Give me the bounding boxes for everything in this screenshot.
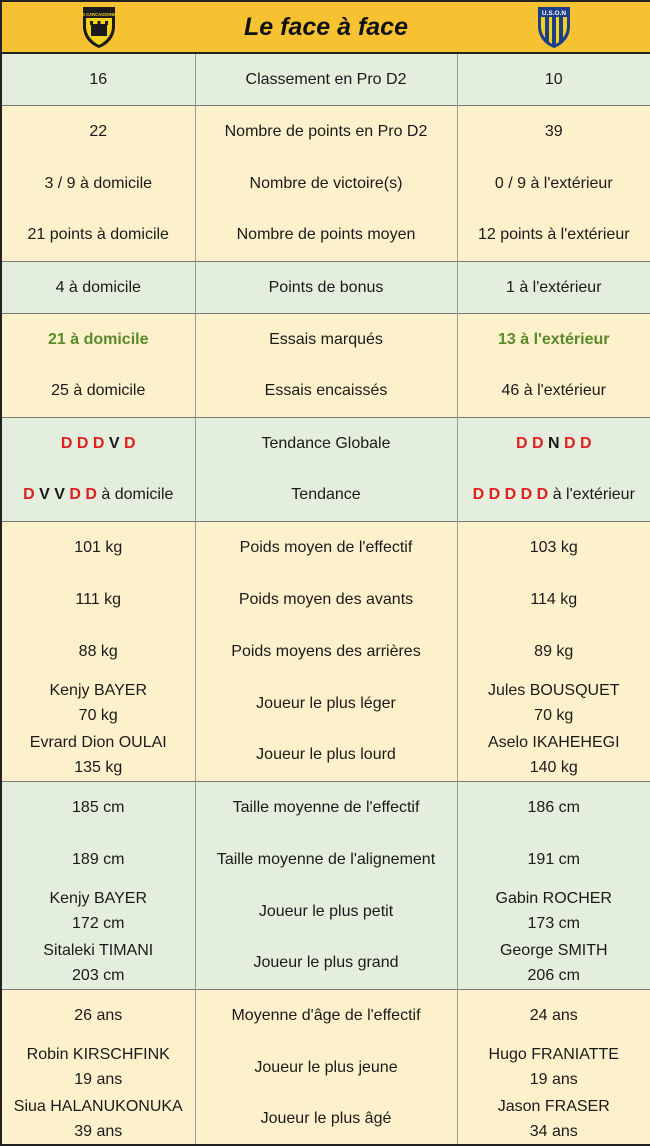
form-result: D [532,435,544,452]
left-value: 88 kg [1,625,195,677]
form-result: V [54,486,65,503]
form-result: D [473,486,485,503]
row-label: Poids moyen des avants [195,573,457,625]
row-label: Nombre de points moyen [195,209,457,261]
left-player [1,1041,195,1093]
row-bonus [1,261,650,313]
row-plus-lourd [1,729,650,781]
row-points [1,105,650,157]
player-value: 39 ans [2,1119,195,1144]
left-value: 4 à domicile [1,261,195,313]
row-label: Joueur le plus petit [195,885,457,937]
right-player [457,937,650,989]
right-player [457,729,650,781]
uson-logo [534,4,574,50]
player-value: 70 kg [458,703,650,728]
form-result: D [124,435,136,452]
form-suffix: à l'extérieur [553,486,635,503]
row-label: Joueur le plus jeune [195,1041,457,1093]
player-name: Siua HALANUKONUKA [2,1094,195,1119]
right-value: 13 à l'extérieur [457,313,650,365]
left-value: 26 ans [1,989,195,1041]
row-classement [1,53,650,105]
player-name: George SMITH [458,938,650,963]
player-value: 172 cm [2,911,195,936]
player-value: 19 ans [2,1067,195,1092]
form-result: D [85,486,97,503]
row-plus-petit [1,885,650,937]
row-label: Joueur le plus léger [195,677,457,729]
left-player [1,937,195,989]
left-form [1,417,195,469]
player-value: 135 kg [2,755,195,780]
left-value: 3 / 9 à domicile [1,157,195,209]
form-result: N [548,435,560,452]
row-label: Taille moyenne de l'alignement [195,833,457,885]
left-player [1,885,195,937]
form-result: D [521,486,533,503]
row-poids-effectif [1,521,650,573]
form-result: D [564,435,576,452]
player-value: 203 cm [2,963,195,988]
row-label: Joueur le plus âgé [195,1093,457,1145]
right-value: 103 kg [457,521,650,573]
row-poids-arrieres [1,625,650,677]
row-label: Taille moyenne de l'effectif [195,781,457,833]
right-value: 46 à l'extérieur [457,365,650,417]
carcassonne-logo [79,4,119,50]
svg-text:US CARCASSONNE: US CARCASSONNE [79,12,119,17]
form-result: D [93,435,105,452]
left-value: 21 à domicile [1,313,195,365]
right-value: 186 cm [457,781,650,833]
player-name: Hugo FRANIATTE [458,1042,650,1067]
row-label: Tendance [195,469,457,521]
left-value: 189 cm [1,833,195,885]
right-player [457,885,650,937]
row-label: Joueur le plus lourd [195,729,457,781]
right-value: 0 / 9 à l'extérieur [457,157,650,209]
player-name: Kenjy BAYER [2,678,195,703]
left-value: 101 kg [1,521,195,573]
player-value: 70 kg [2,703,195,728]
left-player [1,1093,195,1145]
right-value: 12 points à l'extérieur [457,209,650,261]
left-value: 21 points à domicile [1,209,195,261]
row-tendance [1,469,650,521]
row-taille-alignement [1,833,650,885]
row-label: Nombre de points en Pro D2 [195,105,457,157]
form-result: D [505,486,517,503]
right-value: 1 à l'extérieur [457,261,650,313]
header-row [1,1,650,53]
player-value: 19 ans [458,1067,650,1092]
left-value: 16 [1,53,195,105]
row-plus-age [1,1093,650,1145]
form-result: D [537,486,549,503]
player-name: Evrard Dion OULAI [2,730,195,755]
player-value: 206 cm [458,963,650,988]
player-name: Sitaleki TIMANI [2,938,195,963]
right-team-cell [457,1,650,53]
left-value: 185 cm [1,781,195,833]
right-player [457,1041,650,1093]
row-essais-marques [1,313,650,365]
page-title: Le face à face [195,1,457,53]
row-plus-leger [1,677,650,729]
right-value: 24 ans [457,989,650,1041]
row-poids-avants [1,573,650,625]
svg-text:U.S.O.N: U.S.O.N [541,10,566,17]
right-form [457,417,650,469]
row-points-moyen [1,209,650,261]
player-name: Jason FRASER [458,1094,650,1119]
row-label: Tendance Globale [195,417,457,469]
row-label: Poids moyen de l'effectif [195,521,457,573]
player-name: Robin KIRSCHFINK [2,1042,195,1067]
right-value: 10 [457,53,650,105]
left-form [1,469,195,521]
row-label: Nombre de victoire(s) [195,157,457,209]
form-result: V [39,486,50,503]
right-value: 191 cm [457,833,650,885]
player-name: Aselo IKAHEHEGI [458,730,650,755]
right-value: 114 kg [457,573,650,625]
left-player [1,729,195,781]
form-result: D [23,486,35,503]
row-label: Poids moyens des arrières [195,625,457,677]
row-label: Essais encaissés [195,365,457,417]
right-player [457,677,650,729]
row-plus-jeune [1,1041,650,1093]
player-name: Kenjy BAYER [2,886,195,911]
form-result: D [580,435,592,452]
form-suffix: à domicile [101,486,173,503]
right-player [457,1093,650,1145]
player-name: Gabin ROCHER [458,886,650,911]
form-result: V [109,435,120,452]
row-victoires [1,157,650,209]
row-plus-grand [1,937,650,989]
form-result: D [77,435,89,452]
row-essais-encaisses [1,365,650,417]
right-value: 39 [457,105,650,157]
player-value: 173 cm [458,911,650,936]
player-name: Jules BOUSQUET [458,678,650,703]
row-taille-effectif [1,781,650,833]
row-label: Moyenne d'âge de l'effectif [195,989,457,1041]
form-result: D [69,486,81,503]
form-result: D [61,435,73,452]
right-value: 89 kg [457,625,650,677]
player-value: 34 ans [458,1119,650,1144]
left-value: 25 à domicile [1,365,195,417]
row-age-moyen [1,989,650,1041]
left-value: 22 [1,105,195,157]
left-player [1,677,195,729]
right-form [457,469,650,521]
row-label: Joueur le plus grand [195,937,457,989]
row-label: Classement en Pro D2 [195,53,457,105]
row-label: Essais marqués [195,313,457,365]
form-result: D [489,486,501,503]
left-value: 111 kg [1,573,195,625]
form-result: D [516,435,528,452]
player-value: 140 kg [458,755,650,780]
row-tendance-globale [1,417,650,469]
row-label: Points de bonus [195,261,457,313]
left-team-cell [1,1,195,53]
